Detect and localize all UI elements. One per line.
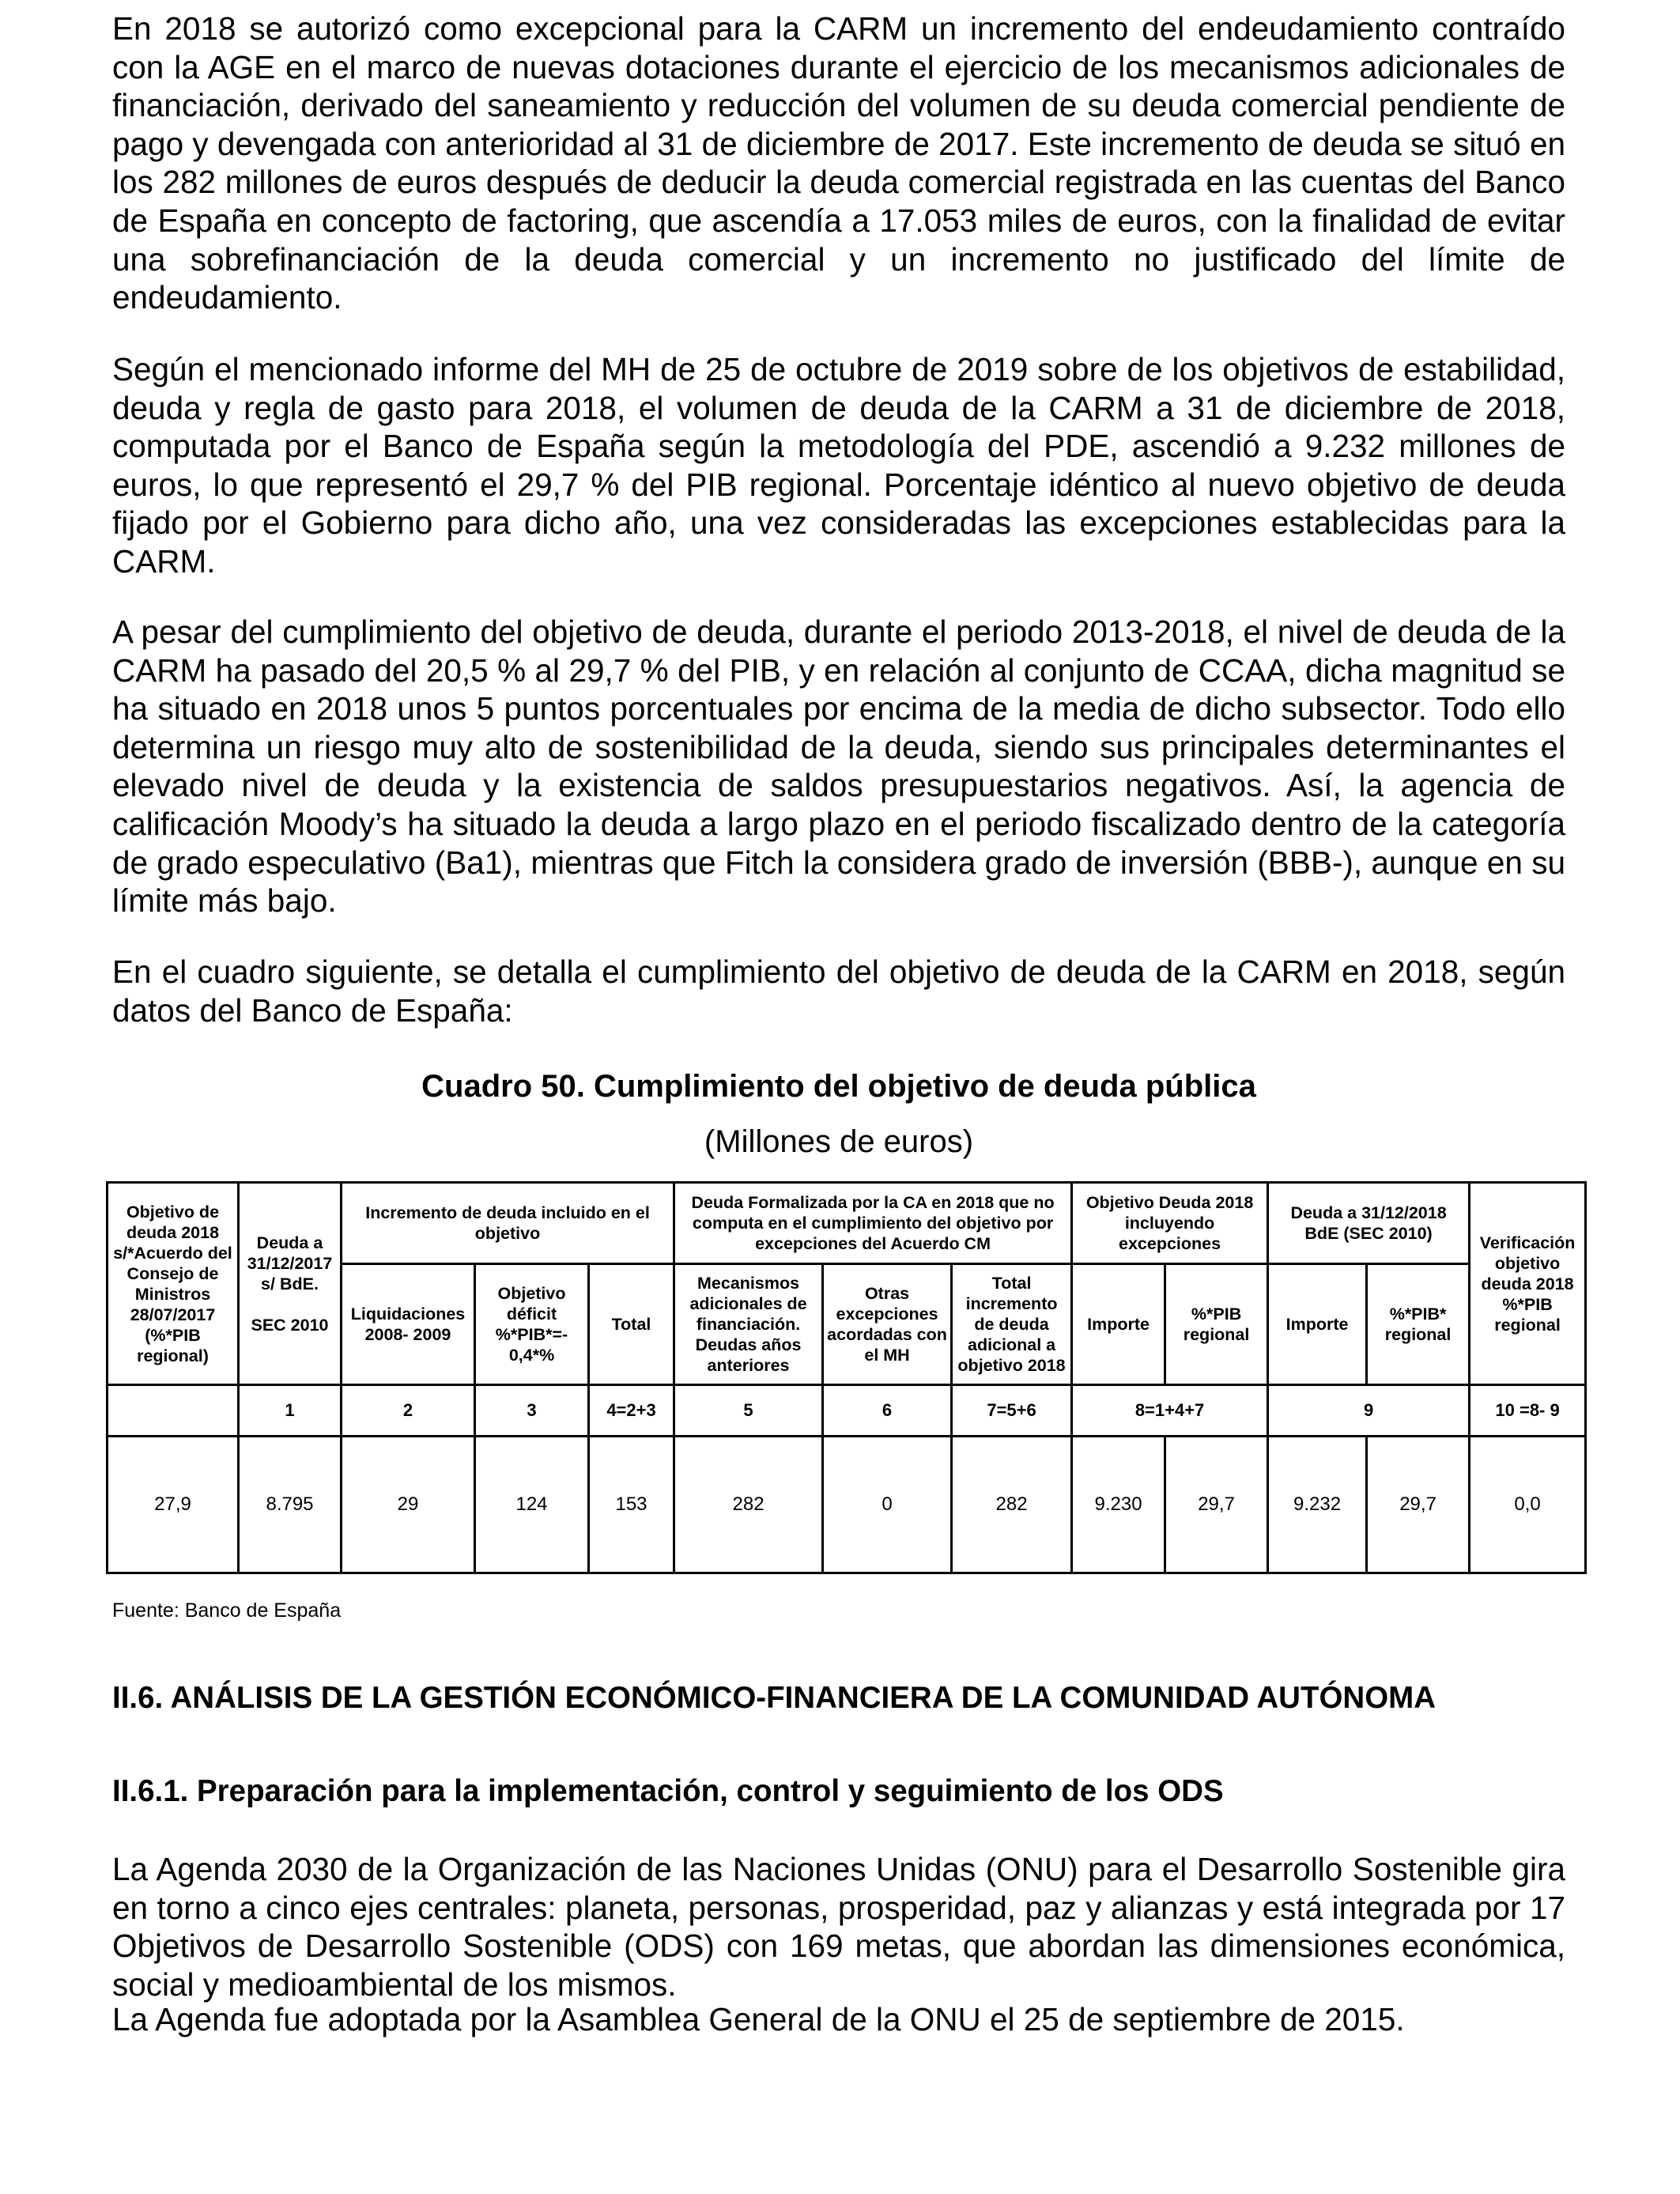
- header-total-incremento: Total incremento de deuda adicional a objetivo 2018: [952, 1264, 1072, 1385]
- table-header-row: [108, 1183, 1586, 1264]
- value-cell: 27,9: [108, 1437, 239, 1573]
- header-deuda-2017: [239, 1183, 342, 1385]
- value-cell: 8.795: [239, 1437, 342, 1573]
- header-mecanismos: Mecanismos adicionales de financiación. Deudas años anteriores: [674, 1264, 823, 1385]
- value-cell: 282: [674, 1437, 823, 1573]
- table-title: Cuadro 50. Cumplimiento del objetivo de deuda pública: [421, 1069, 1256, 1104]
- paragraph-endeudamiento-excepcional: En 2018 se autorizó como excepcional para la CARM un incremento del endeudamiento contraído con la AGE en el marco de nuevas dotaciones durante el ejercicio de los mecanismos adicionales de financiación, derivado del saneamiento y reducción del volumen de su deuda comercial pendiente de pago y devengada con anterioridad al 31 de diciembre de 2017. Este incremento de deuda se situó en los 282 millones de euros después de deducir la deuda comercial registrada en las cuentas del Banco de España en concepto de factoring, que ascendía a 17.053 miles de euros, con la finalidad de evitar una sobrefinanciación de la deuda comercial y un incremento no justificado del límite de endeudamiento.: [112, 10, 1565, 316]
- header-otras-excepciones: Otras excepciones acordadas con el MH: [823, 1264, 952, 1385]
- value-cell: 9.230: [1072, 1437, 1165, 1573]
- header-pib-deuda: %*PIB* regional: [1367, 1264, 1470, 1385]
- table-units: (Millones de euros): [704, 1124, 974, 1159]
- header-liquidaciones: Liquidaciones 2008- 2009: [342, 1264, 475, 1385]
- header-objetivo: Objetivo de deuda 2018 s/*Acuerdo del Consejo de Ministros 28/07/2017 (%*PIB regional): [108, 1183, 239, 1385]
- header-deuda-2018-group: Deuda a 31/12/2018 BdE (SEC 2010): [1268, 1183, 1470, 1264]
- debt-objective-table: [106, 1181, 1587, 1574]
- index-cell: 8=1+4+7: [1072, 1385, 1268, 1437]
- header-verificacion: Verificación objetivo deuda 2018 %*PIB regional: [1470, 1183, 1586, 1385]
- index-cell-empty: [108, 1385, 239, 1437]
- header-pib-objetivo: %*PIB regional: [1165, 1264, 1268, 1385]
- paragraph-agenda-2030: La Agenda 2030 de la Organización de las Naciones Unidas (ONU) para el Desarrollo Sostenible gira en torno a cinco ejes centrales: planeta, personas, prosperidad, paz y alianzas y está integrada por 17 Objetivos de Desarrollo Sostenible (ODS) con 169 metas, que abordan las dimensiones económica, social y medioambiental de los mismos.: [112, 1851, 1565, 2003]
- header-deuda-2017-label: Deuda a 31/12/2017 s/ BdE.: [247, 1233, 333, 1293]
- paragraph-informe-mh: Según el mencionado informe del MH de 25 de octubre de 2019 sobre de los objetivos de estabilidad, deuda y regla de gasto para 2018, el volumen de deuda de la CARM a 31 de diciembre de 2018, computada por el Banco de España según la metodología del PDE, ascendió a 9.232 millones de euros, lo que representó el 29,7 % del PIB regional. Porcentaje idéntico al nuevo objetivo de deuda fijado por el Gobierno para dicho año, una vez consideradas las excepciones establecidas para la CARM.: [112, 351, 1565, 580]
- index-cell: 3: [475, 1385, 589, 1437]
- value-cell: 29: [342, 1437, 475, 1573]
- index-cell: 9: [1268, 1385, 1470, 1437]
- paragraph-agenda-adoptada: La Agenda fue adoptada por la Asamblea General de la ONU el 25 de septiembre de 2015.: [112, 2001, 1405, 2037]
- value-cell: 282: [952, 1437, 1072, 1573]
- header-importe-objetivo: Importe: [1072, 1264, 1165, 1385]
- header-deuda-2017-sec: SEC 2010: [251, 1315, 329, 1335]
- table-row: [108, 1437, 1586, 1573]
- header-total: Total: [589, 1264, 674, 1385]
- section-heading: II.6. ANÁLISIS DE LA GESTIÓN ECONÓMICO-FINANCIERA DE LA COMUNIDAD AUTÓNOMA: [112, 1681, 1436, 1715]
- table-index-row: [108, 1385, 1586, 1437]
- index-cell: 6: [823, 1385, 952, 1437]
- header-incremento-group: Incremento de deuda incluido en el objetivo: [342, 1183, 674, 1264]
- paragraph-sostenibilidad-deuda: A pesar del cumplimiento del objetivo de deuda, durante el periodo 2013-2018, el nivel de deuda de la CARM ha pasado del 20,5 % al 29,7 % del PIB, y en relación al conjunto de CCAA, dicha magnitud se ha situado en 2018 unos 5 puntos porcentuales por encima de la media de dicho subsector. Todo ello determina un riesgo muy alto de sostenibilidad de la deuda, siendo sus principales determinantes el elevado nivel de deuda y la existencia de saldos presupuestarios negativos. Así, la agencia de calificación Moody’s ha situado la deuda a largo plazo en el periodo fiscalizado dentro de la categoría de grado especulativo (Ba1), mientras que Fitch la considera grado de inversión (BBB-), aunque en su límite más bajo.: [112, 614, 1565, 920]
- paragraph-intro-cuadro: En el cuadro siguiente, se detalla el cumplimiento del objetivo de deuda de la CARM en 2018, según datos del Banco de España:: [112, 954, 1565, 1029]
- value-cell: 124: [475, 1437, 589, 1573]
- index-cell: 10 =8- 9: [1470, 1385, 1586, 1437]
- index-cell: 1: [239, 1385, 342, 1437]
- index-cell: 7=5+6: [952, 1385, 1072, 1437]
- header-importe-deuda: Importe: [1268, 1264, 1367, 1385]
- value-cell: 29,7: [1367, 1437, 1470, 1573]
- header-objetivo-deficit: Objetivo déficit %*PIB*=- 0,4*%: [475, 1264, 589, 1385]
- value-cell: 153: [589, 1437, 674, 1573]
- table-source: Fuente: Banco de España: [112, 1599, 342, 1622]
- value-cell: 0: [823, 1437, 952, 1573]
- header-deuda-formalizada-group: Deuda Formalizada por la CA en 2018 que no computa en el cumplimiento del objetivo por excepciones del Acuerdo CM: [674, 1183, 1072, 1264]
- index-cell: 5: [674, 1385, 823, 1437]
- index-cell: 2: [342, 1385, 475, 1437]
- index-cell: 4=2+3: [589, 1385, 674, 1437]
- subsection-heading: II.6.1. Preparación para la implementación, control y seguimiento de los ODS: [112, 1774, 1224, 1808]
- value-cell: 29,7: [1165, 1437, 1268, 1573]
- header-objetivo-excepciones-group: Objetivo Deuda 2018 incluyendo excepciones: [1072, 1183, 1268, 1264]
- value-cell: 0,0: [1470, 1437, 1586, 1573]
- value-cell: 9.232: [1268, 1437, 1367, 1573]
